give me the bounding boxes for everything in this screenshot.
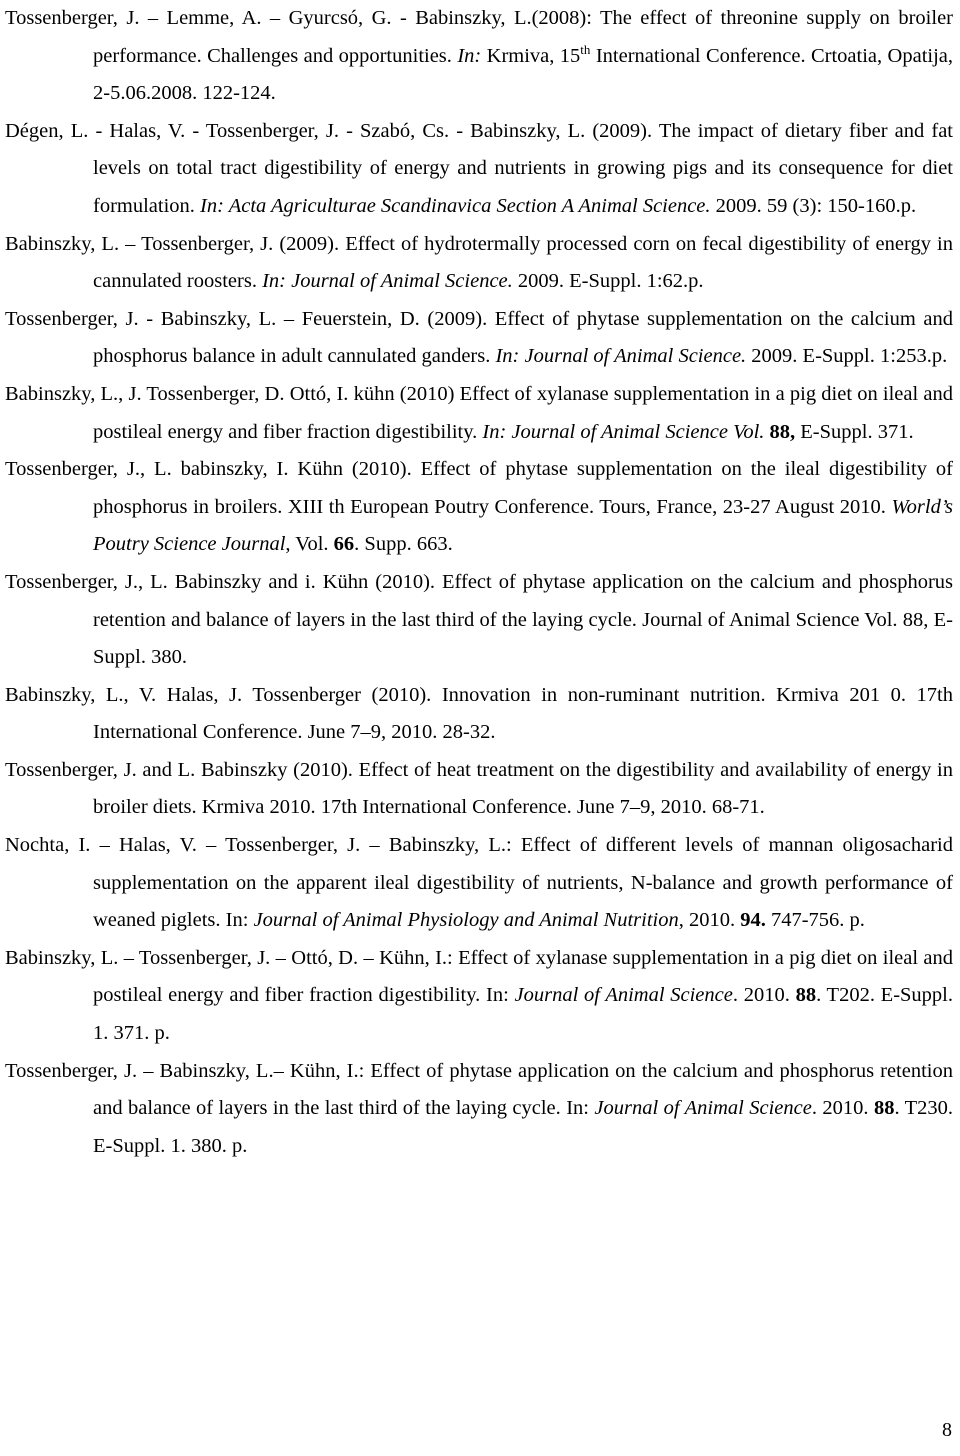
reference-entry <box>5 376 953 451</box>
reference-text: 2009. E-Suppl. 1:253.p. <box>746 345 948 368</box>
reference-text: 66 <box>333 533 355 556</box>
reference-text: 94. <box>740 909 766 932</box>
reference-text: 2009. 59 (3): 150-160.p. <box>710 194 917 217</box>
reference-entry <box>5 827 953 940</box>
reference-entry <box>5 1053 953 1166</box>
reference-entry <box>5 677 953 752</box>
reference-text: Journal of Animal Science <box>514 984 733 1007</box>
reference-text: Dégen, L. - Halas, V. - Tossenberger, J. - Szabó, Cs. - Babinszky, L. (2009). The impact of dietary fiber and fat levels on total tract digestibility of energy and nutrients in growing pigs and its consequence for diet formulation. <box>5 119 953 217</box>
reference-text: . Supp. 663. <box>354 533 453 556</box>
reference-text: 2009. E-Suppl. 1:62.p. <box>512 270 704 293</box>
reference-text: In: <box>457 44 487 67</box>
reference-text: Tossenberger, J., L. babinszky, I. Kühn (2010). Effect of phytase supplementation on the ileal digestibility of phosphorus in broilers. XIII th European Poutry Conference. Tours, France, 23-27 August 2010. <box>5 458 953 518</box>
reference-text: In: Acta Agriculturae Scandinavica Section A Animal Science. <box>200 194 711 217</box>
reference-text: In: Journal of Animal Science Vol. <box>482 420 765 443</box>
reference-text: . T202. E-Suppl. 1. 371. p. <box>93 984 954 1045</box>
reference-text: Tossenberger, J. - Babinszky, L. – Feuerstein, D. (2009). Effect of phytase supplementation on the calcium and phosphorus balance in adult cannulated ganders. <box>5 307 953 368</box>
reference-entry <box>5 451 953 564</box>
reference-entry <box>5 301 953 376</box>
reference-entry <box>5 113 953 226</box>
reference-text: Babinszky, L. – Tossenberger, J. (2009). Effect of hydrotermally processed corn on fecal digestibility of energy in cannulated roosters. <box>5 232 953 293</box>
reference-text: Journal of Animal Physiology and Animal Nutrition <box>253 909 679 932</box>
reference-text: . 2010. <box>811 1097 874 1120</box>
reference-text: Krmiva, 15 <box>486 44 581 67</box>
reference-text: Babinszky, L. – Tossenberger, J. – Ottó, D. – Kühn, I.: Effect of xylanase supplementation in a pig diet on ileal and postileal energy and fiber fraction digestibility. In: <box>5 946 953 1007</box>
reference-entry <box>5 752 953 827</box>
reference-text: Tossenberger, J. – Babinszky, L.– Kühn, I.: Effect of phytase application on the calcium and phosphorus retention and balance of layers in the last third of the laying cycle. In: <box>5 1059 953 1120</box>
reference-text: Nochta, I. – Halas, V. – Tossenberger, J. – Babinszky, L.: Effect of different levels of mannan oligosacharid supplementation on the apparent ileal digestibility of nutrients, N-balance and growth performance of weaned piglets. In: <box>5 834 953 932</box>
reference-text: . 2010. <box>732 984 796 1007</box>
reference-text: In: Journal of Animal Science. <box>262 270 513 293</box>
reference-text: Babinszky, L., V. Halas, J. Tossenberger (2010). Innovation in non-ruminant nutrition. Krmiva 201 0. 17th International Conference. June 7–9, 2010. 28-32. <box>5 683 953 744</box>
reference-entry <box>5 226 953 301</box>
page-number: 8 <box>942 1419 952 1441</box>
reference-text: Journal of Animal Science <box>594 1097 812 1120</box>
reference-text: . T230. E-Suppl. 1. 380. p. <box>93 1097 954 1157</box>
reference-text: 88 <box>873 1097 895 1120</box>
reference-text: Tossenberger, J., L. Babinszky and i. Kühn (2010). Effect of phytase application on the calcium and phosphorus retention and balance of layers in the last third of the laying cycle. Journal of Animal Science Vol. 88, E-Suppl. 380. <box>5 570 953 669</box>
reference-entry <box>5 564 953 677</box>
reference-text: 88, <box>769 420 796 443</box>
reference-text: Tossenberger, J. and L. Babinszky (2010). Effect of heat treatment on the digestibility and availability of energy in broiler diets. Krmiva 2010. 17th International Conference. June 7–9, 2010. 68-71. <box>5 758 953 819</box>
reference-text: Babinszky, L., J. Tossenberger, D. Ottó, I. kühn (2010) Effect of xylanase supplementation in a pig diet on ileal and postileal energy and fiber fraction digestibility. <box>5 382 953 443</box>
reference-text: 88 <box>795 984 817 1007</box>
reference-text: th <box>580 41 591 57</box>
reference-entry <box>5 0 953 113</box>
reference-text: , 2010. <box>678 909 741 932</box>
reference-list <box>5 0 953 1165</box>
reference-text: , Vol. <box>285 533 334 556</box>
reference-text: Tossenberger, J. – Lemme, A. – Gyurcsó, G. - Babinszky, L.(2008): The effect of threonine supply on broiler performance. Challenges and opportunities. <box>5 7 953 67</box>
reference-text: International Conference. Crtoatia, Opatija, 2-5.06.2008. 122-124. <box>93 44 953 105</box>
reference-text: 747-756. p. <box>765 909 865 932</box>
reference-text: E-Suppl. 371. <box>795 420 914 443</box>
reference-text: In: Journal of Animal Science. <box>495 345 747 368</box>
reference-entry <box>5 940 953 1053</box>
reference-text: World’s Poutry Science Journal <box>93 495 953 556</box>
